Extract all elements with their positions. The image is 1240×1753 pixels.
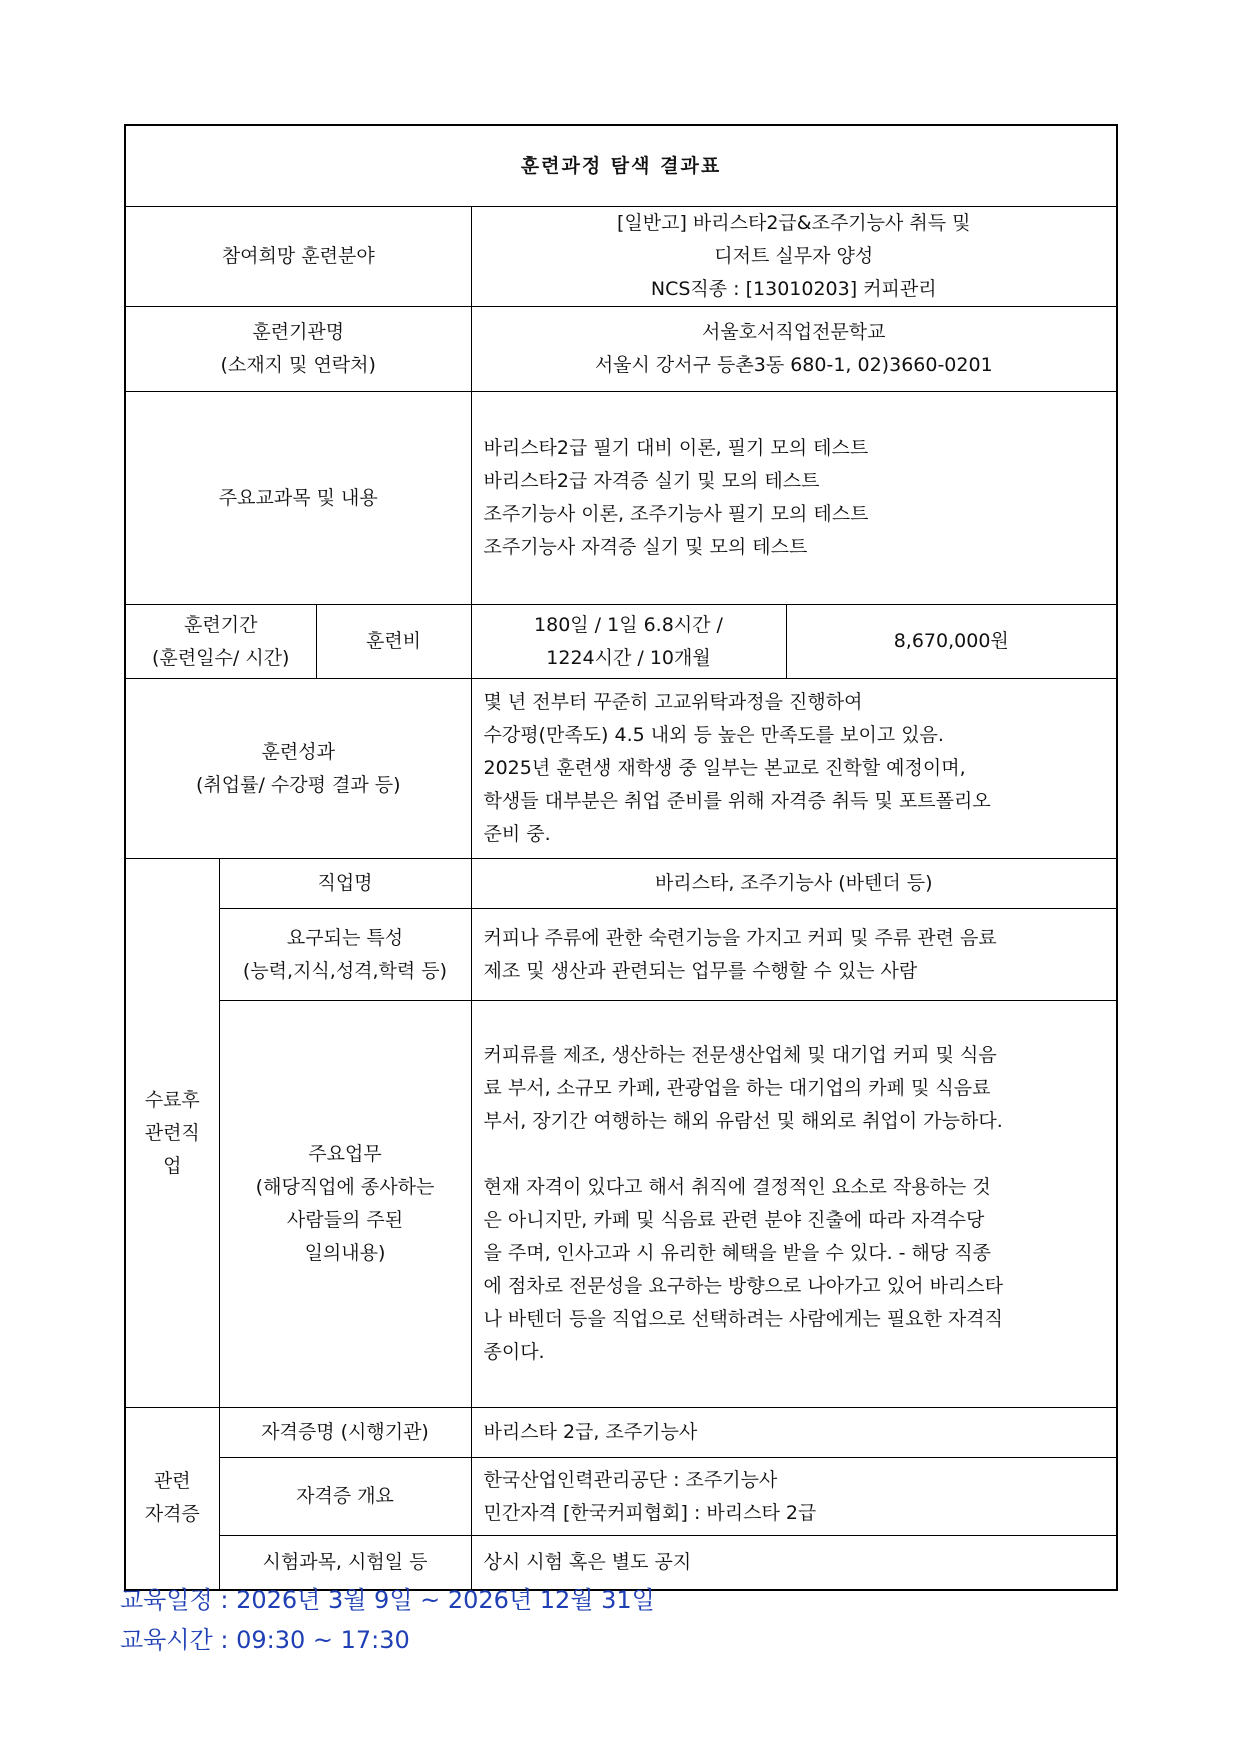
job-name-value: 바리스타, 조주기능사 (바텐더 등) — [471, 859, 1117, 909]
traits-label-line: 요구되는 특성 — [286, 926, 404, 949]
outcome-line: 몇 년 전부터 꾸준히 고교위탁과정을 진행하여 — [483, 691, 863, 713]
cert-overview-row — [125, 1458, 1117, 1536]
institution-label-line: 훈련기관명 — [252, 321, 345, 343]
certs-group-label — [125, 1408, 219, 1590]
institution-label-line: (소재지 및 연락처) — [220, 354, 376, 376]
schedule-footer — [120, 1580, 655, 1660]
duties-line: 커피류를 제조, 생산하는 전문생산업체 및 대기업 커피 및 식음 — [483, 1044, 997, 1066]
duties-row — [125, 1001, 1117, 1408]
cert-name-value: 바리스타 2급, 조주기능사 — [471, 1408, 1117, 1458]
duties-line: 에 점차로 전문성을 요구하는 방향으로 나아가고 있어 바리스타 — [483, 1275, 1003, 1297]
field-label: 참여희망 훈련분야 — [125, 207, 471, 307]
period-label-line: 훈련기간 — [184, 613, 258, 636]
jobs-group-label — [125, 859, 219, 1408]
duties-value — [471, 1001, 1117, 1408]
duties-label-line: (해당직업에 종사하는 — [255, 1176, 435, 1198]
outcome-line: 수강평(만족도) 4.5 내외 등 높은 만족도를 보이고 있음. — [483, 724, 944, 746]
period-label-line: (훈련일수/ 시간) — [152, 646, 290, 669]
traits-row — [125, 909, 1117, 1001]
outcome-line: 학생들 대부분은 취업 준비를 위해 자격증 취득 및 포트폴리오 — [483, 790, 991, 812]
subjects-value — [471, 392, 1117, 605]
jobs-group-label-line: 업 — [163, 1154, 182, 1177]
duties-line: 현재 자격이 있다고 해서 취직에 결정적인 요소로 작용하는 것 — [483, 1176, 991, 1198]
outcome-value — [471, 679, 1117, 859]
job-name-label: 직업명 — [219, 859, 471, 909]
duties-line: 종이다. — [483, 1341, 545, 1363]
period-value-line: 180일 / 1일 6.8시간 / — [534, 613, 723, 636]
outcome-line: 준비 중. — [483, 823, 551, 845]
cert-name-label: 자격증명 (시행기관) — [219, 1408, 471, 1458]
duties-line: 을 주며, 인사고과 시 유리한 혜택을 받을 수 있다. - 해당 직종 — [483, 1242, 992, 1264]
field-line: [일반고] 바리스타2급&조주기능사 취득 및 — [616, 212, 971, 234]
certs-group-label-line: 관련 — [153, 1470, 191, 1493]
education-time: 교육시간 : 09:30 ~ 17:30 — [120, 1626, 410, 1654]
duties-line: 나 바텐더 등을 직업으로 선택하려는 사람에게는 필요한 자격직 — [483, 1308, 1003, 1330]
duties-label — [219, 1001, 471, 1408]
period-label — [125, 605, 316, 679]
cert-exam-label: 시험과목, 시험일 등 — [219, 1536, 471, 1590]
outcome-label-line: (취업률/ 수강평 결과 등) — [195, 773, 401, 796]
duties-label-line: 사람들의 주된 — [286, 1209, 404, 1231]
field-line: 디저트 실무자 양성 — [714, 245, 874, 267]
cert-name-row — [125, 1408, 1117, 1458]
duties-line: 료 부서, 소규모 카페, 관광업을 하는 대기업의 카페 및 식음료 — [483, 1077, 991, 1099]
duties-label-line: 일의내용) — [304, 1242, 386, 1264]
field-line: NCS직종 : [13010203] 커피관리 — [650, 278, 937, 300]
cert-overview-label: 자격증 개요 — [219, 1458, 471, 1536]
subject-line: 조주기능사 자격증 실기 및 모의 테스트 — [483, 536, 808, 558]
institution-label — [125, 307, 471, 392]
period-row — [125, 605, 1117, 679]
subjects-label: 주요교과목 및 내용 — [125, 392, 471, 605]
cert-exam-value: 상시 시험 혹은 별도 공지 — [471, 1536, 1117, 1590]
institution-address: 서울시 강서구 등촌3동 680-1, 02)3660-0201 — [594, 354, 993, 376]
training-result-table — [124, 124, 1118, 1591]
title-row — [125, 125, 1117, 207]
field-value — [471, 207, 1117, 307]
subject-line: 조주기능사 이론, 조주기능사 필기 모의 테스트 — [483, 503, 869, 525]
certs-group-label-line: 자격증 — [144, 1503, 200, 1526]
jobs-group-label-line: 수료후 — [144, 1088, 200, 1111]
fee-value: 8,670,000원 — [786, 605, 1117, 679]
outcome-row — [125, 679, 1117, 859]
outcome-label-line: 훈련성과 — [261, 740, 335, 763]
cert-overview-line: 민간자격 [한국커피협회] : 바리스타 2급 — [483, 1501, 817, 1524]
institution-name: 서울호서직업전문학교 — [701, 321, 886, 343]
outcome-label — [125, 679, 471, 859]
subject-line: 바리스타2급 필기 대비 이론, 필기 모의 테스트 — [483, 437, 869, 459]
duties-line — [484, 1138, 1107, 1171]
duties-line: 은 아니지만, 카페 및 식음료 관련 분야 진출에 따라 자격수당 — [483, 1209, 985, 1231]
cert-overview-value — [471, 1458, 1117, 1536]
job-name-row — [125, 859, 1117, 909]
subject-line: 바리스타2급 자격증 실기 및 모의 테스트 — [483, 470, 820, 492]
education-schedule: 교육일정 : 2026년 3월 9일 ~ 2026년 12월 31일 — [120, 1586, 655, 1614]
cert-overview-line: 한국산업인력관리공단 : 조주기능사 — [483, 1468, 778, 1491]
jobs-group-label-line: 관련직 — [144, 1121, 200, 1144]
institution-value — [471, 307, 1117, 392]
traits-line: 커피나 주류에 관한 숙련기능을 가지고 커피 및 주류 관련 음료 — [483, 926, 997, 949]
traits-value — [471, 909, 1117, 1001]
fee-label: 훈련비 — [316, 605, 471, 679]
page-title: 훈련과정 탐색 결과표 — [125, 125, 1117, 207]
subjects-row — [125, 392, 1117, 605]
institution-row — [125, 307, 1117, 392]
duties-line: 부서, 장기간 여행하는 해외 유람선 및 해외로 취업이 가능하다. — [483, 1110, 1003, 1132]
traits-line: 제조 및 생산과 관련되는 업무를 수행할 수 있는 사람 — [483, 959, 918, 982]
period-value — [471, 605, 786, 679]
outcome-line: 2025년 훈련생 재학생 중 일부는 본교로 진학할 예정이며, — [483, 757, 966, 779]
result-sheet — [124, 124, 1116, 1591]
duties-label-line: 주요업무 — [308, 1143, 382, 1165]
traits-label — [219, 909, 471, 1001]
period-value-line: 1224시간 / 10개월 — [546, 646, 711, 669]
field-row — [125, 207, 1117, 307]
traits-label-line: (능력,지식,성격,학력 등) — [242, 959, 448, 982]
